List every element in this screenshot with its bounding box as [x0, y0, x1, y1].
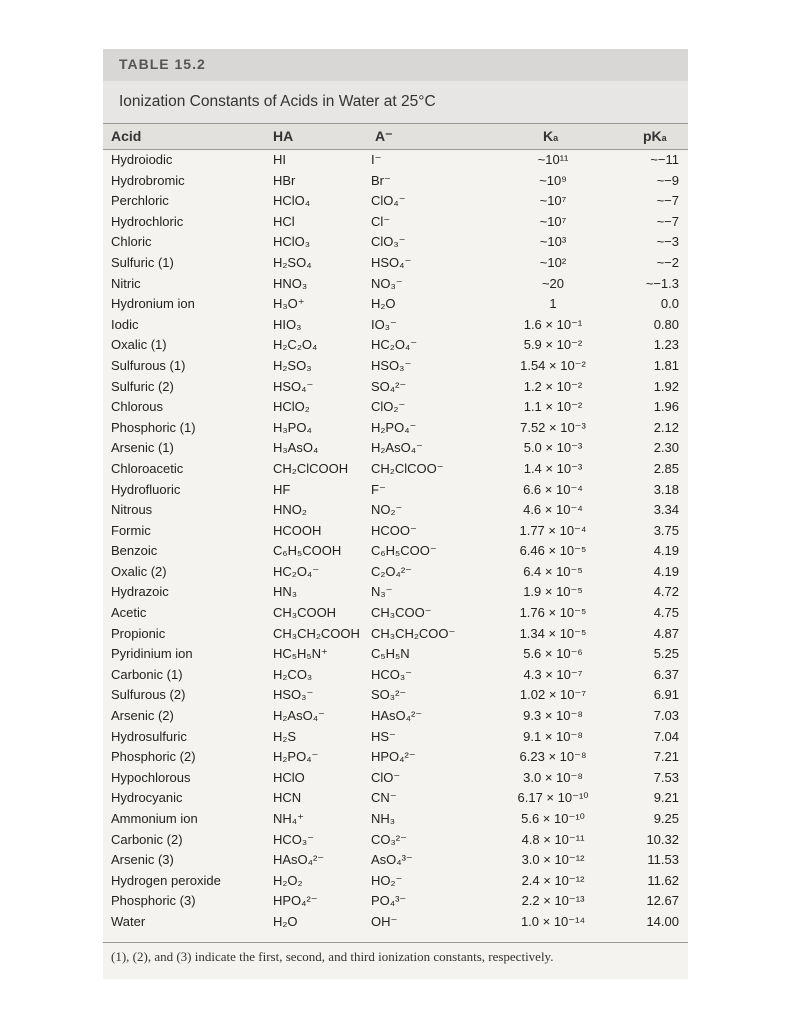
ha-cell: HAsO₄²⁻ — [273, 852, 325, 868]
pka-cell: ~−2 — [656, 254, 679, 270]
ha-cell: H₂CO₃ — [273, 666, 313, 682]
table-row — [103, 830, 688, 851]
ha-cell: HCOOH — [273, 522, 322, 538]
ha-cell: H₂PO₄⁻ — [273, 749, 319, 765]
ha-cell: HClO₂ — [273, 399, 310, 415]
pka-cell: 7.04 — [653, 728, 679, 744]
acid-cell: Chlorous — [111, 399, 164, 415]
ka-cell: 6.23 × 10⁻⁸ — [519, 749, 587, 765]
acid-cell: Acetic — [111, 605, 147, 621]
ha-cell: HCN — [273, 790, 302, 806]
acid-cell: Hydrobromic — [111, 172, 185, 188]
acid-cell: Arsenic (1) — [111, 440, 174, 456]
table-row — [103, 665, 688, 686]
ha-cell: NH₄⁺ — [273, 811, 304, 826]
ha-cell: HSO₄⁻ — [273, 378, 314, 394]
pka-cell: ~−7 — [656, 213, 679, 229]
table-row — [103, 562, 688, 583]
ka-cell: 1.4 × 10⁻³ — [523, 460, 583, 476]
table-row — [103, 624, 688, 645]
pka-cell: 14.00 — [646, 913, 679, 929]
header-ka-main: K — [543, 128, 554, 144]
table-row — [103, 171, 688, 192]
table-label: TABLE 15.2 — [119, 56, 206, 72]
ka-cell: 1.1 × 10⁻² — [523, 399, 583, 415]
header-acid: Acid — [111, 128, 142, 144]
table-title-bar — [103, 81, 688, 123]
ha-cell: HC₂O₄⁻ — [273, 563, 320, 579]
acid-cell: Hydronium ion — [111, 296, 195, 312]
table-row — [103, 521, 688, 542]
pka-cell: 3.34 — [653, 502, 679, 518]
ha-cell: HClO — [273, 769, 305, 785]
table-row — [103, 253, 688, 274]
acid-cell: Sulfuric (2) — [111, 378, 174, 394]
conjugate-base-cell: HO₂⁻ — [371, 872, 403, 888]
table-row — [103, 315, 688, 336]
acid-cell: Phosphoric (2) — [111, 749, 196, 765]
acid-cell: Hydrosulfuric — [111, 728, 187, 744]
bottom-rule — [103, 942, 688, 943]
ha-cell: CH₃CH₂COOH — [273, 625, 360, 641]
ka-cell: ~10³ — [539, 234, 567, 250]
conjugate-base-cell: NH₃ — [371, 811, 396, 826]
conjugate-base-cell: OH⁻ — [371, 913, 398, 929]
acid-cell: Carbonic (1) — [111, 666, 183, 682]
ha-cell: HPO₄²⁻ — [273, 893, 318, 909]
ha-cell: C₆H₅COOH — [273, 543, 342, 559]
conjugate-base-cell: ClO₃⁻ — [371, 234, 406, 250]
pka-cell: 6.91 — [653, 687, 679, 703]
acid-cell: Phosphoric (1) — [111, 419, 196, 435]
pka-cell: 2.12 — [653, 419, 679, 435]
ha-cell: HNO₂ — [273, 502, 307, 518]
header-ka — [543, 128, 558, 144]
ha-cell: HNO₃ — [273, 275, 308, 291]
conjugate-base-cell: IO₃⁻ — [371, 316, 397, 332]
header-ka-sub: a — [553, 133, 559, 143]
acid-cell: Hydrogen peroxide — [111, 872, 221, 888]
ha-cell: H₃AsO₄ — [273, 440, 319, 456]
pka-cell: 3.18 — [653, 481, 679, 497]
ka-cell: 5.6 × 10⁻¹⁰ — [521, 811, 585, 826]
table-row — [103, 603, 688, 624]
ka-cell: 6.6 × 10⁻⁴ — [523, 481, 583, 497]
table-row — [103, 418, 688, 439]
ka-cell: ~10¹¹ — [537, 152, 569, 167]
ha-cell: CH₃COOH — [273, 605, 337, 621]
pka-cell: 12.67 — [646, 893, 679, 909]
acid-cell: Nitric — [111, 275, 141, 291]
conjugate-base-cell: PO₄³⁻ — [371, 893, 407, 909]
acid-cell: Benzoic — [111, 543, 158, 559]
ha-cell: H₂S — [273, 728, 297, 744]
conjugate-base-cell: HPO₄²⁻ — [371, 749, 416, 765]
ha-cell: H₂AsO₄⁻ — [273, 708, 325, 724]
acid-cell: Nitrous — [111, 502, 153, 518]
ha-cell: H₂O — [273, 913, 298, 929]
table-row — [103, 377, 688, 398]
conjugate-base-cell: H₂O — [371, 296, 396, 312]
conjugate-base-cell: ClO₄⁻ — [371, 193, 406, 209]
acid-cell: Oxalic (2) — [111, 563, 167, 579]
ka-cell: 9.1 × 10⁻⁸ — [523, 728, 583, 744]
ka-cell: 1.34 × 10⁻⁵ — [519, 625, 587, 641]
ha-cell: HN₃ — [273, 584, 298, 600]
table-row — [103, 912, 688, 933]
pka-cell: 0.80 — [653, 316, 679, 332]
pka-cell: 7.21 — [653, 749, 679, 765]
table-row — [103, 150, 688, 171]
acid-cell: Hydrochloric — [111, 213, 184, 229]
ha-cell: H₂SO₃ — [273, 357, 312, 373]
pka-cell: 4.87 — [653, 625, 679, 641]
pka-cell: 2.30 — [653, 440, 679, 456]
acid-cell: Oxalic (1) — [111, 337, 167, 353]
ka-cell: 1.76 × 10⁻⁵ — [519, 605, 587, 621]
ka-cell: ~10⁷ — [539, 213, 567, 229]
pka-cell: 9.21 — [653, 790, 679, 806]
table-row — [103, 459, 688, 480]
ka-cell: ~10⁹ — [539, 172, 567, 188]
pka-cell: 2.85 — [653, 460, 679, 476]
conjugate-base-cell: CH₂ClCOO⁻ — [371, 460, 444, 476]
pka-cell: ~−1.3 — [645, 275, 679, 291]
pka-cell: 5.25 — [653, 646, 679, 662]
conjugate-base-cell: Cl⁻ — [371, 213, 391, 229]
table-row — [103, 541, 688, 562]
ka-cell: 4.8 × 10⁻¹¹ — [521, 831, 585, 847]
conjugate-base-cell: HC₂O₄⁻ — [371, 337, 418, 353]
ha-cell: H₃O⁺ — [273, 296, 305, 312]
pka-cell: ~−3 — [656, 234, 679, 250]
acid-cell: Hydroiodic — [111, 152, 173, 167]
ka-cell: 1.2 × 10⁻² — [523, 378, 583, 394]
acid-cell: Sulfurous (1) — [111, 357, 186, 373]
ha-cell: HSO₃⁻ — [273, 687, 314, 703]
conjugate-base-cell: HCOO⁻ — [371, 522, 417, 538]
ha-cell: HC₅H₅N⁺ — [273, 646, 328, 662]
acid-cell: Arsenic (3) — [111, 852, 174, 868]
ha-cell: HF — [273, 481, 291, 497]
table-page — [103, 49, 688, 979]
acid-cell: Ammonium ion — [111, 811, 198, 826]
conjugate-base-cell: CH₃COO⁻ — [371, 605, 432, 621]
acid-cell: Iodic — [111, 316, 139, 332]
pka-cell: 1.23 — [653, 337, 679, 353]
ka-cell: ~20 — [541, 275, 565, 291]
acid-cell: Sulfuric (1) — [111, 254, 174, 270]
conjugate-base-cell: C₅H₅N — [371, 646, 410, 662]
table-row — [103, 294, 688, 315]
table-row — [103, 274, 688, 295]
acid-cell: Perchloric — [111, 193, 169, 209]
table-row — [103, 191, 688, 212]
conjugate-base-cell: SO₃²⁻ — [371, 687, 407, 703]
ka-cell: 5.9 × 10⁻² — [523, 337, 583, 353]
conjugate-base-cell: F⁻ — [371, 481, 386, 497]
table-row — [103, 850, 688, 871]
pka-cell: 4.75 — [653, 605, 679, 621]
conjugate-base-cell: N₃⁻ — [371, 584, 393, 600]
acid-cell: Sulfurous (2) — [111, 687, 186, 703]
pka-cell: 11.53 — [647, 852, 679, 868]
conjugate-base-cell: HAsO₄²⁻ — [371, 708, 423, 724]
acid-cell: Propionic — [111, 625, 166, 641]
ha-cell: H₂SO₄ — [273, 254, 312, 270]
acid-cell: Hydrazoic — [111, 584, 169, 600]
pka-cell: 6.37 — [653, 666, 679, 682]
ka-cell: 7.52 × 10⁻³ — [520, 419, 586, 435]
table-header — [103, 123, 688, 150]
table-row — [103, 582, 688, 603]
ka-cell: 1 — [549, 296, 557, 312]
acid-cell: Formic — [111, 522, 151, 538]
header-pka-sub: a — [661, 133, 667, 143]
conjugate-base-cell: SO₄²⁻ — [371, 378, 407, 394]
ha-cell: H₂C₂O₄ — [273, 337, 318, 353]
pka-cell: 7.03 — [653, 708, 679, 724]
pka-cell: 1.81 — [653, 357, 679, 373]
ha-cell: HCl — [273, 213, 295, 229]
ha-cell: CH₂ClCOOH — [273, 460, 349, 476]
conjugate-base-cell: CO₃²⁻ — [371, 831, 407, 847]
ka-cell: 9.3 × 10⁻⁸ — [523, 708, 583, 724]
table-body — [103, 150, 688, 933]
header-a: A⁻ — [375, 128, 393, 144]
table-row — [103, 500, 688, 521]
header-pka-main: pK — [643, 128, 662, 144]
conjugate-base-cell: C₂O₄²⁻ — [371, 563, 413, 579]
pka-cell: 11.62 — [647, 872, 679, 888]
table-row — [103, 768, 688, 789]
table-row — [103, 212, 688, 233]
conjugate-base-cell: HSO₃⁻ — [371, 357, 412, 373]
table-row — [103, 480, 688, 501]
ka-cell: 6.4 × 10⁻⁵ — [523, 563, 583, 579]
conjugate-base-cell: ClO⁻ — [371, 769, 401, 785]
pka-cell: ~−9 — [656, 172, 679, 188]
table-row — [103, 438, 688, 459]
table-row — [103, 356, 688, 377]
conjugate-base-cell: CN⁻ — [371, 790, 397, 806]
table-row — [103, 706, 688, 727]
ka-cell: 2.2 × 10⁻¹³ — [521, 893, 585, 909]
conjugate-base-cell: NO₃⁻ — [371, 275, 403, 291]
pka-cell: 4.19 — [653, 543, 679, 559]
acid-cell: Hydrofluoric — [111, 481, 181, 497]
ha-cell: HClO₃ — [273, 234, 311, 250]
conjugate-base-cell: Br⁻ — [371, 172, 391, 188]
table-row — [103, 891, 688, 912]
header-ha: HA — [273, 128, 294, 144]
ha-cell: H₃PO₄ — [273, 419, 312, 435]
table-row — [103, 727, 688, 748]
ha-cell: HI — [273, 152, 286, 167]
ha-cell: H₂O₂ — [273, 872, 303, 888]
ka-cell: 4.6 × 10⁻⁴ — [523, 502, 583, 518]
acid-cell: Chloric — [111, 234, 152, 250]
table-row — [103, 809, 688, 830]
ka-cell: 3.0 × 10⁻⁸ — [523, 769, 583, 785]
ka-cell: 1.9 × 10⁻⁵ — [523, 584, 583, 600]
conjugate-base-cell: I⁻ — [371, 152, 382, 167]
table-title: Ionization Constants of Acids in Water at 25°C — [119, 93, 436, 110]
table-row — [103, 644, 688, 665]
ka-cell: 6.46 × 10⁻⁵ — [519, 543, 587, 559]
ka-cell: 5.0 × 10⁻³ — [523, 440, 583, 456]
conjugate-base-cell: HSO₄⁻ — [371, 254, 412, 270]
pka-cell: 0.0 — [660, 296, 679, 312]
acid-cell: Hydrocyanic — [111, 790, 183, 806]
acid-cell: Chloroacetic — [111, 460, 184, 476]
table-row — [103, 335, 688, 356]
conjugate-base-cell: H₂AsO₄⁻ — [371, 440, 423, 456]
conjugate-base-cell: HCO₃⁻ — [371, 666, 413, 682]
table-row — [103, 232, 688, 253]
ka-cell: 2.4 × 10⁻¹² — [521, 872, 585, 888]
pka-cell: 7.53 — [653, 769, 679, 785]
ka-cell: 5.6 × 10⁻⁶ — [523, 646, 583, 662]
table-label-bar — [103, 49, 688, 81]
acid-cell: Hypochlorous — [111, 769, 191, 785]
acid-cell: Water — [111, 913, 146, 929]
table-row — [103, 788, 688, 809]
pka-cell: ~−7 — [656, 193, 679, 209]
conjugate-base-cell: HS⁻ — [371, 728, 396, 744]
table-row — [103, 397, 688, 418]
ka-cell: 1.02 × 10⁻⁷ — [519, 687, 587, 703]
conjugate-base-cell: CH₃CH₂COO⁻ — [371, 625, 456, 641]
pka-cell: 4.72 — [653, 584, 679, 600]
ka-cell: 3.0 × 10⁻¹² — [521, 852, 585, 868]
conjugate-base-cell: AsO₄³⁻ — [371, 852, 413, 868]
pka-cell: 3.75 — [653, 522, 679, 538]
conjugate-base-cell: H₂PO₄⁻ — [371, 419, 417, 435]
ka-cell: ~10⁷ — [539, 193, 567, 209]
acid-cell: Carbonic (2) — [111, 831, 183, 847]
ha-cell: HClO₄ — [273, 193, 311, 209]
conjugate-base-cell: NO₂⁻ — [371, 502, 403, 518]
ka-cell: 4.3 × 10⁻⁷ — [523, 666, 583, 682]
conjugate-base-cell: C₆H₅COO⁻ — [371, 543, 437, 559]
ha-cell: HCO₃⁻ — [273, 831, 315, 847]
acid-cell: Arsenic (2) — [111, 708, 174, 724]
table-row — [103, 747, 688, 768]
pka-cell: 1.96 — [653, 399, 679, 415]
header-pka — [643, 128, 667, 144]
ka-cell: 1.54 × 10⁻² — [520, 357, 586, 373]
pka-cell: ~−11 — [650, 152, 679, 167]
acid-cell: Pyridinium ion — [111, 646, 193, 662]
pka-cell: 1.92 — [653, 378, 679, 394]
ha-cell: HBr — [273, 172, 296, 188]
ka-cell: 1.6 × 10⁻¹ — [523, 316, 583, 332]
ka-cell: 6.17 × 10⁻¹⁰ — [517, 790, 589, 806]
pka-cell: 10.32 — [646, 831, 679, 847]
table-row — [103, 685, 688, 706]
ka-cell: ~10² — [539, 254, 567, 270]
acid-cell: Phosphoric (3) — [111, 893, 196, 909]
table-footnote: (1), (2), and (3) indicate the first, second, and third ionization constants, respectively. — [111, 949, 554, 964]
pka-cell: 4.19 — [653, 563, 679, 579]
ka-cell: 1.77 × 10⁻⁴ — [519, 522, 587, 538]
conjugate-base-cell: ClO₂⁻ — [371, 399, 406, 415]
ka-cell: 1.0 × 10⁻¹⁴ — [520, 913, 586, 929]
ha-cell: HIO₃ — [273, 316, 302, 332]
table-row — [103, 871, 688, 892]
pka-cell: 9.25 — [653, 811, 679, 826]
